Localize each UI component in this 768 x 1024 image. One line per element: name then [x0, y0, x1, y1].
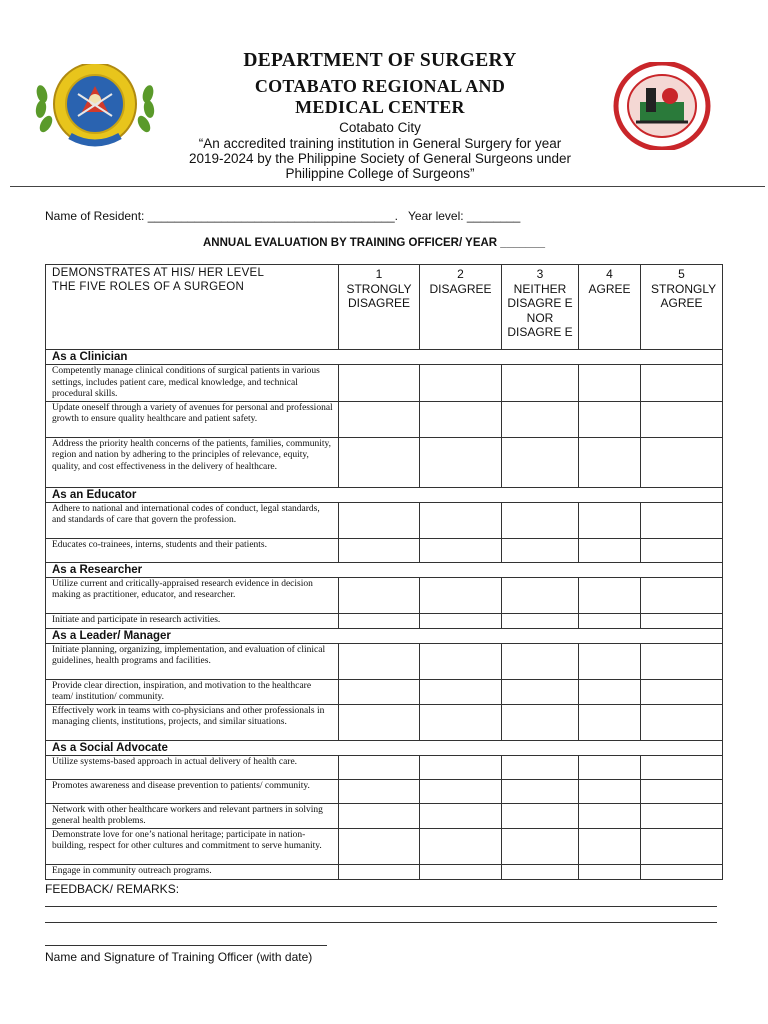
rating-cell-2[interactable]	[420, 538, 502, 562]
rating-cell-2[interactable]	[420, 643, 502, 679]
evaluation-table	[45, 264, 723, 880]
rating-cell-2[interactable]	[420, 704, 502, 740]
criterion-row	[46, 502, 723, 538]
resident-name-field[interactable]: Name of Resident: _____________________________________.	[45, 209, 398, 223]
rating-cell-2[interactable]	[420, 864, 502, 879]
rating-cell-5[interactable]	[641, 803, 723, 828]
section-title: As a Social Advocate	[46, 740, 723, 755]
criterion-row	[46, 679, 723, 704]
section-row	[46, 562, 723, 577]
criterion-row	[46, 401, 723, 437]
rating-cell-1[interactable]	[339, 613, 420, 628]
rating-cell-2[interactable]	[420, 779, 502, 803]
rating-cell-1[interactable]	[339, 864, 420, 879]
criterion-text: Network with other healthcare workers and relevant partners in solving general health problems.	[46, 803, 339, 828]
hospital-name-line-1: COTABATO REGIONAL AND	[254, 76, 506, 96]
rating-cell-1[interactable]	[339, 538, 420, 562]
roles-header: DEMONSTRATES AT HIS/ HER LEVEL THE FIVE ROLES OF A SURGEON	[46, 265, 339, 350]
accreditation-line-3: Philippine College of Surgeons”	[285, 166, 475, 181]
criterion-text: Engage in community outreach programs.	[46, 864, 339, 879]
rating-cell-3[interactable]	[502, 643, 579, 679]
criterion-row	[46, 613, 723, 628]
rating-cell-3[interactable]	[502, 502, 579, 538]
rating-cell-4[interactable]	[579, 803, 641, 828]
rating-cell-2[interactable]	[420, 803, 502, 828]
rating-cell-3[interactable]	[502, 437, 579, 487]
criterion-text: Educates co-trainees, interns, students and their patients.	[46, 538, 339, 562]
rating-cell-5[interactable]	[641, 401, 723, 437]
rating-cell-4[interactable]	[579, 643, 641, 679]
rating-cell-3[interactable]	[502, 365, 579, 402]
rating-cell-3[interactable]	[502, 828, 579, 864]
criterion-row	[46, 365, 723, 402]
rating-cell-1[interactable]	[339, 502, 420, 538]
signature-line[interactable]	[45, 945, 327, 946]
rating-cell-4[interactable]	[579, 779, 641, 803]
section-row	[46, 628, 723, 643]
section-title: As a Clinician	[46, 350, 723, 365]
criterion-text: Initiate planning, organizing, implementation, and evaluation of clinical guidelines, health programs and facilities.	[46, 643, 339, 679]
rating-cell-1[interactable]	[339, 437, 420, 487]
rating-cell-4[interactable]	[579, 613, 641, 628]
rating-cell-2[interactable]	[420, 401, 502, 437]
criterion-row	[46, 803, 723, 828]
rating-cell-3[interactable]	[502, 803, 579, 828]
signature-label: Name and Signature of Training Officer (with date)	[45, 950, 313, 964]
rating-cell-1[interactable]	[339, 643, 420, 679]
rating-cell-5[interactable]	[641, 779, 723, 803]
rating-cell-5[interactable]	[641, 502, 723, 538]
department-title: DEPARTMENT OF SURGERY	[243, 50, 517, 71]
rating-cell-1[interactable]	[339, 779, 420, 803]
criterion-text: Effectively work in teams with co-physicians and other professionals in managing clients, institutions, projects, and similar situations.	[46, 704, 339, 740]
criterion-row	[46, 643, 723, 679]
rating-cell-5[interactable]	[641, 538, 723, 562]
rating-cell-2[interactable]	[420, 365, 502, 402]
criterion-text: Promotes awareness and disease prevention to patients/ community.	[46, 779, 339, 803]
criterion-text: Utilize current and critically-appraised research evidence in decision making as practitioner, educator, and researcher.	[46, 577, 339, 613]
rating-cell-4[interactable]	[579, 437, 641, 487]
rating-cell-3[interactable]	[502, 779, 579, 803]
section-title: As a Researcher	[46, 562, 723, 577]
rating-cell-2[interactable]	[420, 437, 502, 487]
rating-cell-3[interactable]	[502, 577, 579, 613]
rating-cell-4[interactable]	[579, 502, 641, 538]
rating-cell-2[interactable]	[420, 679, 502, 704]
criterion-row	[46, 828, 723, 864]
feedback-label: FEEDBACK/ REMARKS:	[45, 882, 180, 896]
scale-3-header: 3 NEITHER DISAGRE E NOR DISAGRE E	[502, 265, 579, 350]
section-row	[46, 740, 723, 755]
criterion-text: Provide clear direction, inspiration, and motivation to the healthcare team/ institution/ community.	[46, 679, 339, 704]
rating-cell-1[interactable]	[339, 365, 420, 402]
rating-cell-4[interactable]	[579, 538, 641, 562]
rating-cell-5[interactable]	[641, 643, 723, 679]
rating-cell-5[interactable]	[641, 755, 723, 779]
rating-cell-2[interactable]	[420, 828, 502, 864]
criterion-text: Initiate and participate in research activities.	[46, 613, 339, 628]
section-title: As an Educator	[46, 487, 723, 502]
rating-cell-5[interactable]	[641, 679, 723, 704]
section-row	[46, 350, 723, 365]
section-title: As a Leader/ Manager	[46, 628, 723, 643]
scale-1-header: 1 STRONGLY DISAGREE	[339, 265, 420, 350]
scale-2-header: 2 DISAGREE	[420, 265, 502, 350]
rating-cell-1[interactable]	[339, 755, 420, 779]
rating-cell-2[interactable]	[420, 613, 502, 628]
criterion-text: Adhere to national and international codes of conduct, legal standards, and standards of care that govern the profession.	[46, 502, 339, 538]
header-divider	[10, 186, 765, 187]
feedback-line-2[interactable]	[45, 922, 717, 923]
criterion-row	[46, 577, 723, 613]
criterion-text: Update oneself through a variety of avenues for personal and professional growth to ensure quality healthcare and patient safety.	[46, 401, 339, 437]
rating-cell-3[interactable]	[502, 613, 579, 628]
rating-cell-5[interactable]	[641, 828, 723, 864]
rating-cell-4[interactable]	[579, 704, 641, 740]
rating-cell-3[interactable]	[502, 755, 579, 779]
rating-cell-2[interactable]	[420, 755, 502, 779]
rating-cell-5[interactable]	[641, 437, 723, 487]
accreditation-line-2: 2019-2024 by the Philippine Society of General Surgeons under	[188, 151, 571, 166]
rating-cell-2[interactable]	[420, 577, 502, 613]
criterion-row	[46, 437, 723, 487]
year-level-field[interactable]: Year level: ________	[408, 209, 521, 223]
criterion-row	[46, 864, 723, 879]
rating-cell-4[interactable]	[579, 755, 641, 779]
criterion-text: Utilize systems-based approach in actual delivery of health care.	[46, 755, 339, 779]
rating-cell-3[interactable]	[502, 864, 579, 879]
rating-cell-1[interactable]	[339, 704, 420, 740]
section-row	[46, 487, 723, 502]
rating-cell-1[interactable]	[339, 803, 420, 828]
rating-cell-2[interactable]	[420, 502, 502, 538]
rating-cell-3[interactable]	[502, 679, 579, 704]
rating-cell-4[interactable]	[579, 828, 641, 864]
rating-cell-5[interactable]	[641, 613, 723, 628]
criterion-text: Competently manage clinical conditions of surgical patients in various settings, includes patient care, medical knowledge, and technical procedural skills.	[46, 365, 339, 402]
rating-cell-5[interactable]	[641, 864, 723, 879]
department-of-health-seal	[610, 62, 714, 150]
rating-cell-4[interactable]	[579, 679, 641, 704]
rating-cell-1[interactable]	[339, 401, 420, 437]
rating-cell-1[interactable]	[339, 577, 420, 613]
form-title: ANNUAL EVALUATION BY TRAINING OFFICER/ YEAR _______	[203, 237, 546, 249]
city: Cotabato City	[339, 120, 421, 135]
rating-cell-1[interactable]	[339, 679, 420, 704]
criterion-row	[46, 779, 723, 803]
department-of-surgery-seal	[32, 64, 158, 150]
accreditation-line-1: “An accredited training institution in General Surgery for year	[198, 136, 562, 151]
rating-cell-3[interactable]	[502, 538, 579, 562]
rating-cell-5[interactable]	[641, 577, 723, 613]
criterion-row	[46, 755, 723, 779]
rating-cell-4[interactable]	[579, 365, 641, 402]
criterion-text: Demonstrate love for one’s national heritage; participate in nation-building, respect for other cultures and commitment to serve humanity.	[46, 828, 339, 864]
rating-cell-3[interactable]	[502, 401, 579, 437]
hospital-name-line-2: MEDICAL CENTER	[295, 97, 465, 117]
rating-cell-5[interactable]	[641, 365, 723, 402]
scale-5-header: 5 STRONGLY AGREE	[641, 265, 723, 350]
header-row	[46, 265, 723, 350]
rating-cell-3[interactable]	[502, 704, 579, 740]
rating-cell-4[interactable]	[579, 401, 641, 437]
criterion-row	[46, 704, 723, 740]
rating-cell-5[interactable]	[641, 704, 723, 740]
criterion-text: Address the priority health concerns of the patients, families, community, region and nation by adhering to the principles of relevance, equity, quality, and cost effectiveness in the delivery of healthcare.	[46, 437, 339, 487]
rating-cell-1[interactable]	[339, 828, 420, 864]
scale-4-header: 4 AGREE	[579, 265, 641, 350]
rating-cell-4[interactable]	[579, 577, 641, 613]
criterion-row	[46, 538, 723, 562]
feedback-line-1[interactable]	[45, 906, 717, 907]
rating-cell-4[interactable]	[579, 864, 641, 879]
